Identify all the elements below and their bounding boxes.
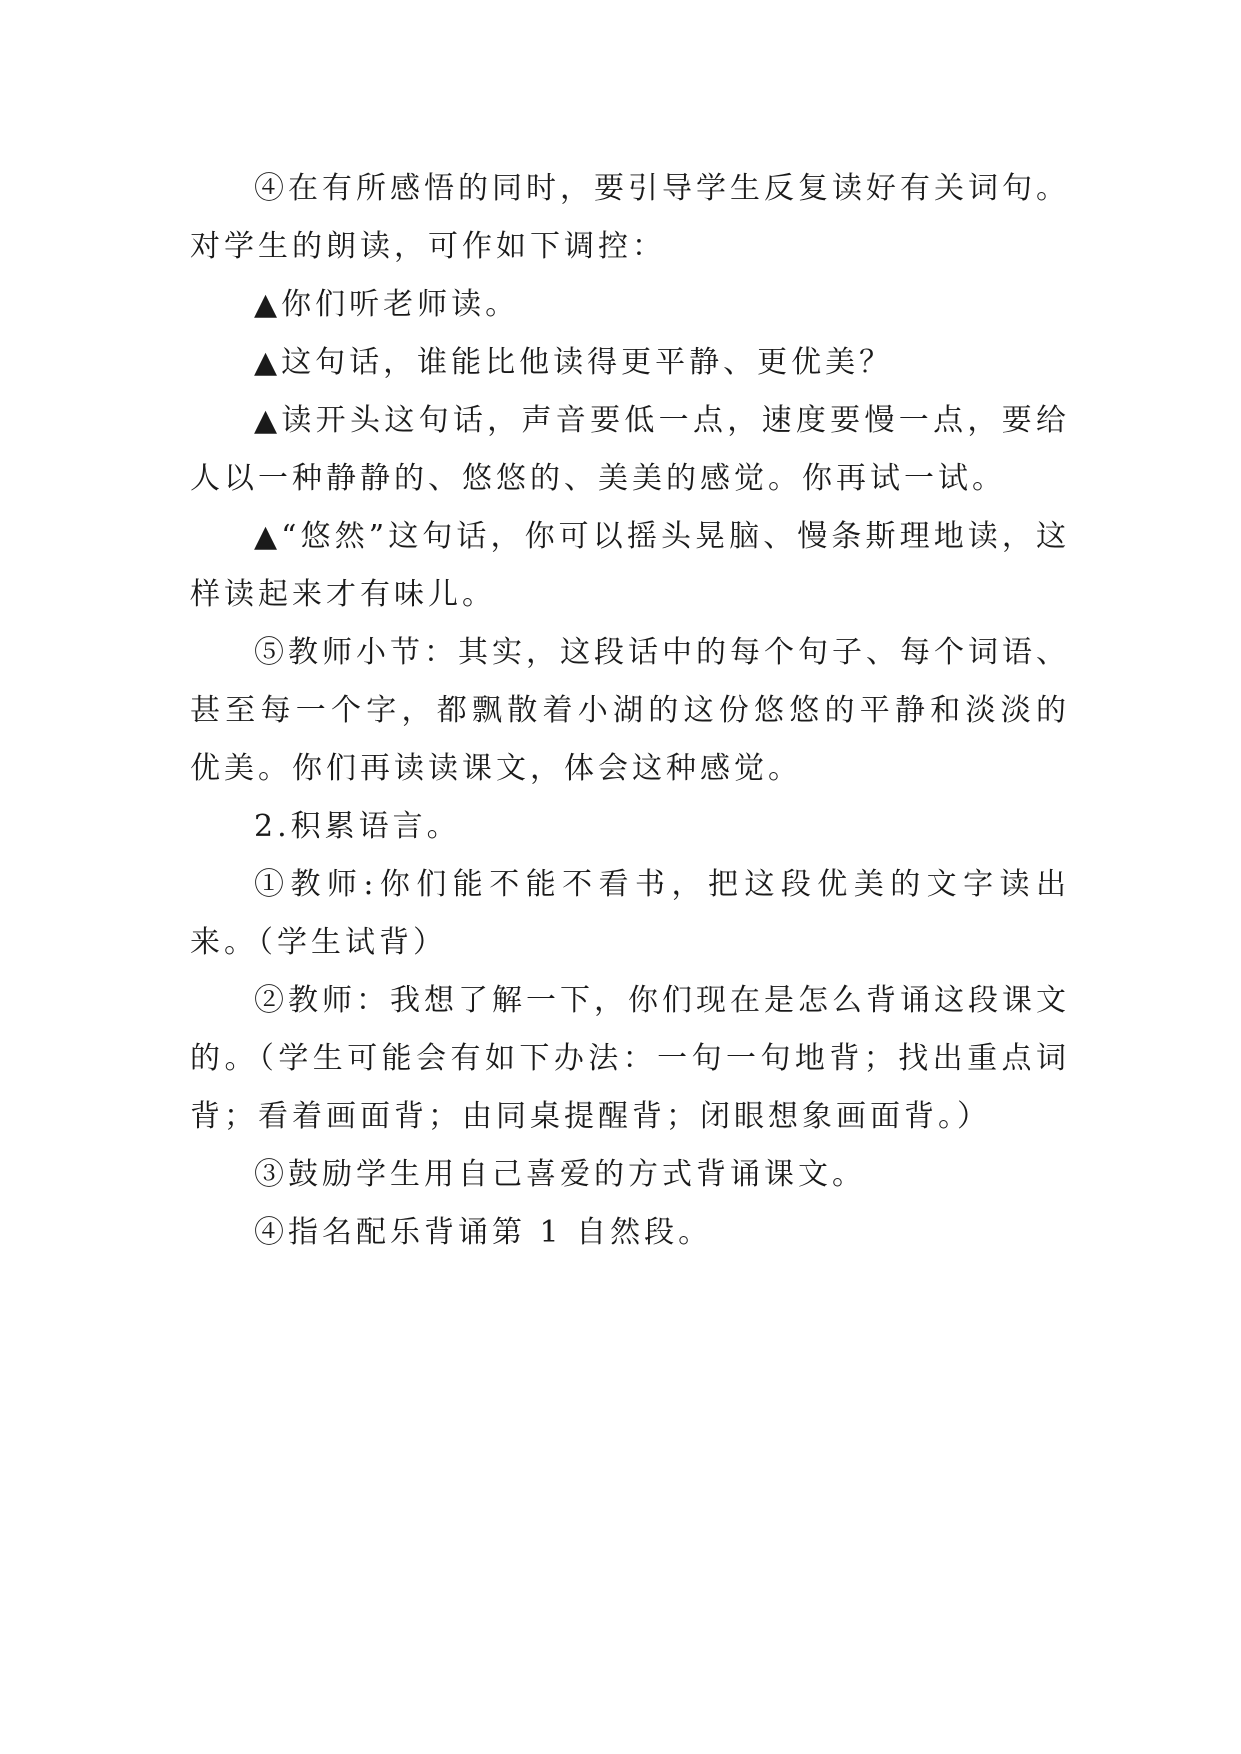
paragraph-recite-without-book: ①教师:你们能不能不看书，把这段优美的文字读出来。（学生试背）: [190, 867, 1070, 960]
paragraph-listen-teacher: ▲你们听老师读。: [254, 287, 520, 322]
paragraph-read-opening: ▲读开头这句话，声音要低一点，速度要慢一点，要给人以一种静静的、悠悠的、美美的感觉。你再试一试。: [190, 403, 1070, 496]
paragraph-music-recite: ④指名配乐背诵第 1 自然段。: [254, 1215, 713, 1250]
paragraph-guided-reading: ④在有所感悟的同时，要引导学生反复读好有关词句。对学生的朗读，可作如下调控：: [190, 171, 1070, 264]
paragraph-recitation-methods: ②教师：我想了解一下，你们现在是怎么背诵这段课文的。（学生可能会有如下办法：一句一句地背；找出重点词背；看着画面背；由同桌提醒背；闭眼想象画面背。）: [190, 983, 1070, 1134]
paragraph-who-reads-better: ▲这句话，谁能比他读得更平静、更优美？: [254, 345, 894, 380]
paragraph-encourage-recite: ③鼓励学生用自己喜爱的方式背诵课文。: [254, 1157, 866, 1192]
document-body: [190, 160, 1070, 1262]
paragraph-youran-sentence: ▲“悠然”这句话，你可以摇头晃脑、慢条斯理地读，这样读起来才有味儿。: [190, 519, 1070, 612]
paragraph-accumulate-language: 2.积累语言。: [254, 809, 461, 844]
paragraph-teacher-summary: ⑤教师小节：其实，这段话中的每个句子、每个词语、甚至每一个字，都飘散着小湖的这份悠悠的平静和淡淡的优美。你们再读读课文，体会这种感觉。: [190, 635, 1070, 786]
